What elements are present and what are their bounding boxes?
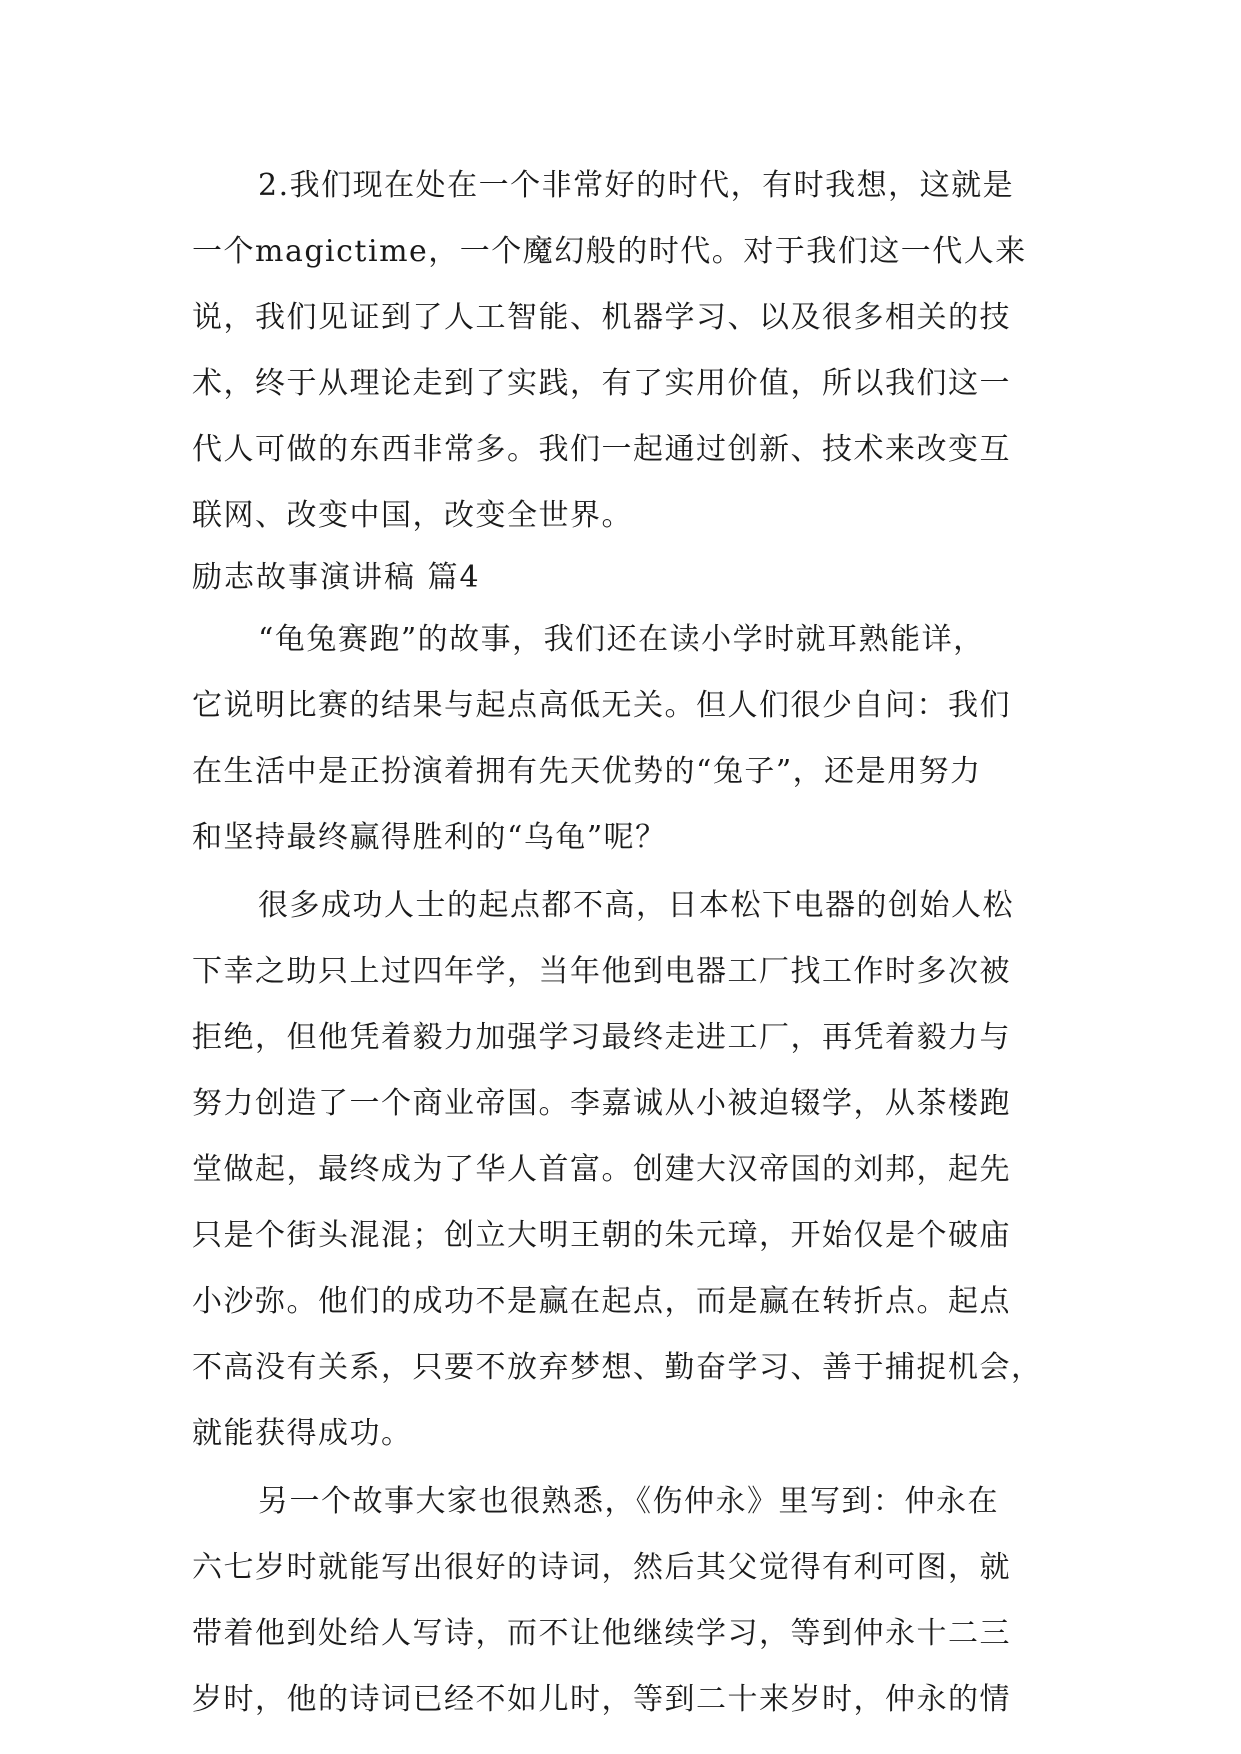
paragraph-3-line-3: 拒绝，但他凭着毅力加强学习最终走进工厂，再凭着毅力与 (192, 1020, 1011, 1055)
paragraph-1-line-4: 术，终于从理论走到了实践，有了实用价值，所以我们这一 (192, 366, 1011, 401)
paragraph-3-line-4: 努力创造了一个商业帝国。李嘉诚从小被迫辍学，从茶楼跑 (192, 1086, 1011, 1121)
paragraph-2-line-3: 在生活中是正扮演着拥有先天优势的“兔子”，还是用努力 (192, 754, 982, 789)
section-heading: 励志故事演讲稿 篇4 (192, 560, 481, 595)
paragraph-1-line-2: 一个magictime，一个魔幻般的时代。对于我们这一代人来 (192, 234, 1027, 269)
paragraph-3-line-6: 只是个街头混混；创立大明王朝的朱元璋，开始仅是个破庙 (192, 1218, 1011, 1253)
paragraph-4-line-2: 六七岁时就能写出很好的诗词，然后其父觉得有利可图，就 (192, 1550, 1011, 1585)
paragraph-2-line-1: “龟兔赛跑”的故事，我们还在读小学时就耳熟能详， (258, 622, 985, 657)
paragraph-4-line-3: 带着他到处给人写诗，而不让他继续学习，等到仲永十二三 (192, 1616, 1011, 1651)
paragraph-3-line-2: 下幸之助只上过四年学，当年他到电器工厂找工作时多次被 (192, 954, 1011, 989)
paragraph-4-line-4: 岁时，他的诗词已经不如儿时，等到二十来岁时，仲永的情 (192, 1682, 1011, 1717)
paragraph-1-line-6: 联网、改变中国，改变全世界。 (192, 498, 633, 533)
paragraph-1-line-3: 说，我们见证到了人工智能、机器学习、以及很多相关的技 (192, 300, 1011, 335)
paragraph-1-line-1: 2.我们现在处在一个非常好的时代，有时我想，这就是 (258, 168, 1015, 203)
paragraph-3-line-7: 小沙弥。他们的成功不是赢在起点，而是赢在转折点。起点 (192, 1284, 1011, 1319)
paragraph-3-line-5: 堂做起，最终成为了华人首富。创建大汉帝国的刘邦，起先 (192, 1152, 1011, 1187)
paragraph-3-line-9: 就能获得成功。 (192, 1416, 413, 1451)
paragraph-3-line-8: 不高没有关系，只要不放弃梦想、勤奋学习、善于捕捉机会， (192, 1350, 1043, 1385)
paragraph-2-line-2: 它说明比赛的结果与起点高低无关。但人们很少自问：我们 (192, 688, 1011, 723)
paragraph-2-line-4: 和坚持最终赢得胜利的“乌龟”呢？ (192, 820, 667, 855)
paragraph-1-line-5: 代人可做的东西非常多。我们一起通过创新、技术来改变互 (192, 432, 1011, 467)
paragraph-3-line-1: 很多成功人士的起点都不高，日本松下电器的创始人松 (258, 888, 1014, 923)
paragraph-4-line-1: 另一个故事大家也很熟悉，《伤仲永》里写到：仲永在 (258, 1484, 999, 1519)
